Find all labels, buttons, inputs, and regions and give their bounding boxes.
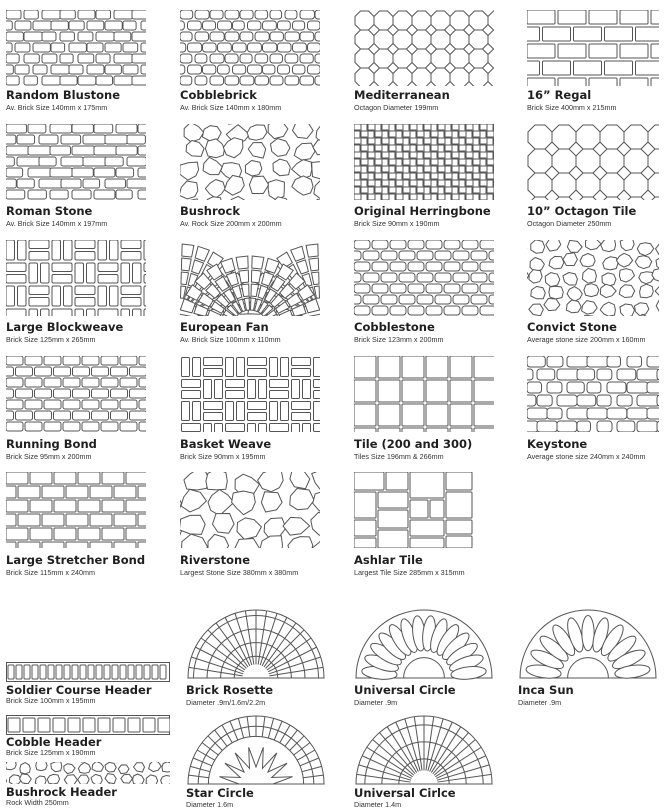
border-size: Brick Size 100mm x 195mm [6,696,96,705]
convict-stone-pattern [527,240,659,316]
basket-weave-pattern [180,356,320,432]
regal-pattern [527,10,659,86]
pattern-size: Brick Size 115mm x 240mm [6,568,95,577]
random-blustone-pattern [6,10,146,86]
blockweave-pattern [6,240,146,316]
border-size: Brick Size 125mm x 190mm [6,748,96,757]
pattern-size: Largest Tile Size 285mm x 315mm [354,568,465,577]
cobble-header-pattern [6,715,170,735]
pattern-title: Cobblestone [354,320,435,334]
running-bond-pattern [6,356,146,432]
pattern-size: Brick Size 123mm x 200mm [354,335,444,344]
pattern-title: Convict Stone [527,320,617,334]
border-size: Rock Width 250mm [6,798,69,807]
pattern-size: Av. Rock Size 200mm x 200mm [180,219,282,228]
soldier-course-pattern [6,662,170,682]
octagon-tile-pattern [527,124,659,200]
pattern-size: Average stone size 200mm x 160mm [527,335,646,344]
star-circle-pattern [186,706,326,786]
cobblestone-pattern [354,240,494,316]
european-fan-pattern [180,240,320,316]
border-title: Cobble Header [6,735,102,749]
universal-circle-large-pattern [354,706,494,786]
circle-size: Diameter .9m [354,698,398,707]
roman-stone-pattern [6,124,146,200]
pattern-title: Ashlar Tile [354,553,423,567]
pattern-size: Largest Stone Size 380mm x 380mm [180,568,299,577]
circle-title: Star Circle [186,786,254,800]
brick-rosette-pattern [186,598,326,680]
pattern-size: Brick Size 90mm x 195mm [180,452,266,461]
cobblebrick-pattern [180,10,320,86]
riverstone-pattern [180,472,320,548]
pattern-size: Average stone size 240mm x 240mm [527,452,646,461]
bushrock-pattern [180,124,320,200]
pattern-title: Random Blustone [6,88,121,102]
mediterranean-pattern [354,10,494,86]
pattern-size: Av. Brick Size 100mm x 110mm [180,335,281,344]
pattern-title: Mediterranean [354,88,450,102]
tile-pattern [354,356,494,432]
pattern-size: Octagon Diameter 250mm [527,219,612,228]
pattern-title: Running Bond [6,437,97,451]
pattern-size: Brick Size 400mm x 215mm [527,103,617,112]
circle-title: Inca Sun [518,683,574,697]
stretcher-bond-pattern [6,472,146,548]
circle-title: Universal Circle [354,683,456,697]
pattern-title: Roman Stone [6,204,93,218]
pattern-size: Av. Brick Size 140mm x 197mm [6,219,108,228]
border-title: Bushrock Header [6,785,117,799]
universal-circle-pattern [354,598,494,680]
pattern-title: 16” Regal [527,88,592,102]
pattern-size: Brick Size 95mm x 200mm [6,452,92,461]
circle-size: Diameter .9m [518,698,562,707]
pattern-title: Riverstone [180,553,250,567]
inca-sun-pattern [518,598,658,680]
circle-size: Diameter .9m/1.6m/2.2m [186,698,266,707]
pattern-title: Cobblebrick [180,88,257,102]
pattern-size: Av. Brick Size 140mm x 180mm [180,103,282,112]
pattern-title: Basket Weave [180,437,272,451]
pattern-title: Keystone [527,437,588,451]
pattern-title: Original Herringbone [354,204,491,218]
pattern-title: 10” Octagon Tile [527,204,637,218]
pattern-size: Brick Size 90mm x 190mm [354,219,440,228]
circle-title: Brick Rosette [186,683,274,697]
circle-size: Diameter 1.4m [354,800,402,809]
pattern-title: European Fan [180,320,269,334]
pattern-size: Octagon Diameter 199mm [354,103,439,112]
pattern-size: Brick Size 125mm x 265mm [6,335,96,344]
bushrock-header-pattern [6,762,170,784]
pattern-size: Tiles Size 196mm & 266mm [354,452,444,461]
pattern-size: Av. Brick Size 140mm x 175mm [6,103,108,112]
circle-title: Universal Cirlce [354,786,456,800]
ashlar-tile-pattern [354,472,474,548]
herringbone-pattern [354,124,494,200]
pattern-title: Bushrock [180,204,241,218]
pattern-title: Large Stretcher Bond [6,553,146,567]
keystone-pattern [527,356,659,432]
border-title: Soldier Course Header [6,683,152,697]
pattern-title: Tile (200 and 300) [354,437,473,451]
pattern-title: Large Blockweave [6,320,124,334]
circle-size: Diameter 1.6m [186,800,234,809]
